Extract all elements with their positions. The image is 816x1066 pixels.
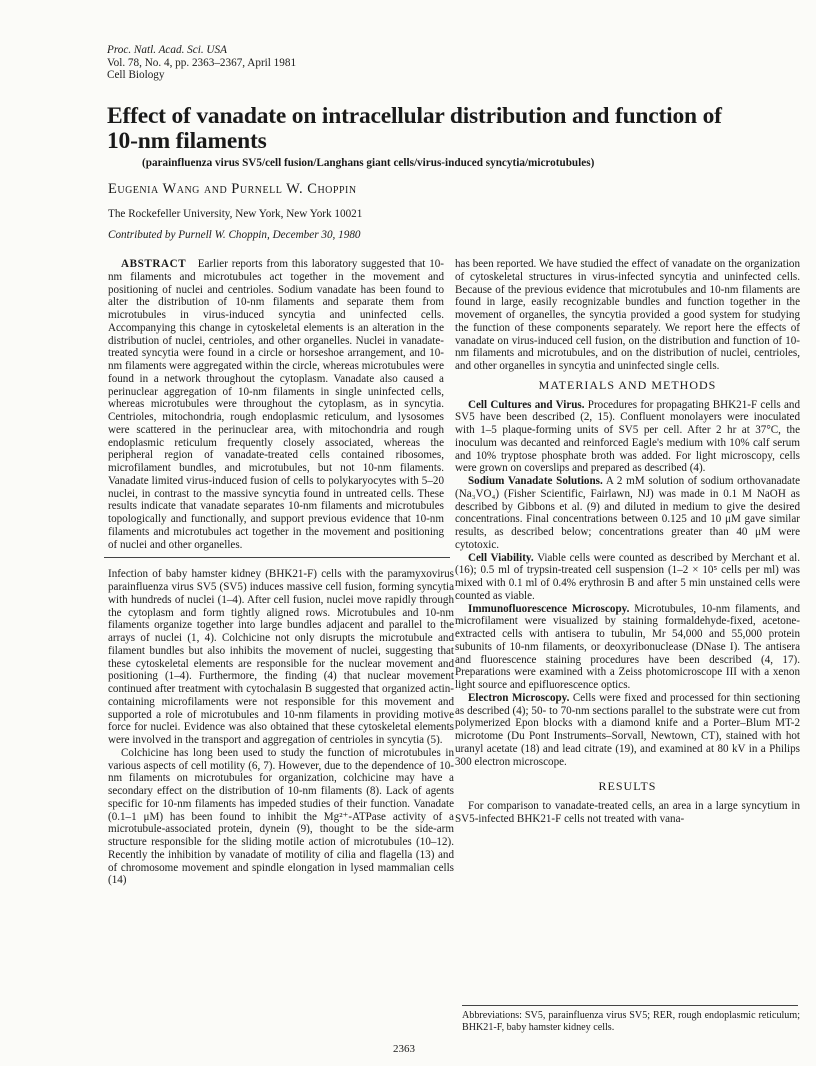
article-affiliation: The Rockefeller University, New York, New York 10021 [108,208,363,220]
journal-header [107,44,296,82]
em-text: Cells were fixed and processed for thin sectioning as described (4); 50- to 70-nm sections parallel to the substrate were cut from polymerized Epon blocks with a diamond knife and a Porter–Blum MT-2 microtome (Du Pont Instruments–Sorvall, Newtown, CT), stained with hot uranyl acetate (18) and lead citrate (19), and examined at 80 kV in a Philips 300 electron microscope. [455,691,801,768]
methods-cultures [455,399,800,476]
results-heading: RESULTS [598,779,657,794]
right-column [455,258,800,826]
abstract-heading: ABSTRACT [121,258,187,270]
article-authors: Eugenia Wang and Purnell W. Choppin [108,181,357,197]
cultures-text: Procedures for propagating BHK21-F cells and SV5 have been described (2, 15). Confluent monolayers were inoculated with 1–5 plaque-forming units of SV5 per cell. After 2 hr at 37°C, the inoculum was decanted and reinforced Eagle's medium with 10% calf serum and 10% tryptose phosphate broth was added. For light microscopy, cells were grown on coverslips and prepared as described (4). [455,398,800,475]
footnote-divider [462,1005,798,1006]
results-text: For comparison to vanadate-treated cells, an area in a large syncytium in SV5-infected BHK21-F cells not treated with vana- [455,800,800,825]
intro-paragraph-2: Colchicine has long been used to study the function of microtubules in various aspects of cell motility (6, 7). However, due to the dependence of 10-nm filaments on microtubules for organization, colchicine may have a secondary effect on the distribution of 10-nm filaments (8). Lack of agents specific for 10-nm filaments has impeded studies of their function. Vanadate (0.1–1 μM) has been found to inhibit the Mg²⁺-ATPase activity of a microtubule-associated protein, dynein (9), thought to be the side-arm structure responsible for the sliding motile action of microtubules (10–12). Recently the inhibition by vanadate of motility of cilia and flagella (13) and of chromosome movement and spindle elongation in lysed mammalian cells (14) [108,746,454,887]
viability-text: Viable cells were counted as described by Merchant et al. (16); 0.5 ml of trypsin-treated cell suspension (1–2 × 10⁵ cells per ml) was mixed with 0.1 ml of 0.4% erythrosin B and after 5 min unstained cells were counted as viable. [455,551,801,602]
immuno-text: Microtubules, 10-nm filaments, and microfilament were visualized by staining formaldehyde-fixed, acetone-extracted cells with antisera to tubulin, Mr 54,000 and 55,000 protein subunits of 10-nm filaments, or deoxyribonuclease (DNase I). The antisera and fluorescence staining procedures have been described (4, 17). Preparations were examined with a Zeiss photomicroscope III with a xenon light source and epifluorescence optics. [455,602,800,691]
journal-name: Proc. Natl. Acad. Sci. USA [107,44,227,56]
intro-paragraph-1: Infection of baby hamster kidney (BHK21-F) cells with the paramyxovirus parainfluenza virus SV5 (SV5) induces massive cell fusion, forming syncytia with hundreds of nuclei (1–4). After cell fusion, nuclei move rapidly through the cytoplasm and form tightly aligned rows. Microtubules and 10-nm filaments organize together into large bundles adjacent and parallel to the arrays of nuclei (1, 4). Colchicine not only disrupts the microtubule and filament bundles but also inhibits the movement of nuclei, suggesting that these cytoskeletal elements are responsible for the nuclear movement and positioning (1–4). Furthermore, the finding (4) that nuclear movement continued after treatment with cytochalasin B suggested that organized actin-containing microfilaments were not responsible for this movement and supported a role of microtubules and 10-nm filaments in providing motive force for nuclei. Evidence was also obtained that these cytoskeletal elements were involved in the transport and aggregation of centrioles in syncytia (5). [108,568,454,746]
page-number: 2363 [393,1043,415,1055]
methods-viability [455,552,800,603]
left-column [108,258,454,887]
abstract [108,258,444,551]
em-heading: Electron Microscopy. [468,691,570,704]
vanadate-text: A 2 mM solution of sodium orthovanadate (Na₃VO₄) (Fisher Scientific, Fairlawn, NJ) was made in 0.1 M NaOH as described by Gibbons et al. (9) and diluted in medium to give the desired concentrations. Final concentrations between 0.125 and 10 μM gave similar results, as described below; concentrations greater than 40 μM were cytotoxic. [455,475,800,551]
article-keywords: (parainfluenza virus SV5/cell fusion/Langhans giant cells/virus-induced syncytia/microtubules) [142,157,595,169]
intro-paragraph-3: has been reported. We have studied the effect of vanadate on the organization of cytoskeletal structures in virus-infected syncytia and uninfected cells. Because of the previous evidence that microtubules and 10-nm filaments are found in large, easily recognizable bundles and function together in the movement of organelles, the syncytia provided a good system for studying the function of these components separately. We report here the effects of vanadate on virus-induced cell fusion, on the distribution and function of 10-nm filaments and microtubules, and on the distribution of nuclei, centrioles, and other organelles in syncytia and uninfected single cells. [455,258,800,372]
article-title: Effect of vanadate on intracellular distribution and function of 10-nm filaments [107,103,722,154]
abstract-divider [104,557,450,558]
viability-heading: Cell Viability. [468,551,534,564]
journal-section: Cell Biology [107,69,165,82]
methods-vanadate [455,475,800,552]
cultures-heading: Cell Cultures and Virus. [468,398,585,411]
abstract-text: Earlier reports from this laboratory suggested that 10-nm filaments and microtubules act together in the movement and positioning of nuclei and centrioles. Sodium vanadate has been found to alter the distribution of 10-nm filaments and separate them from microtubules in virus-induced syncytia and uninfected cells. Accompanying this change in cytoskeletal elements is an alteration in the distribution of nuclei, centrioles, and other organelles. Nuclei in vanadate-treated syncytia were found in a circle or horseshoe arrangement, and 10-nm filaments were aggregated within the circle, whereas microtubules were found in a network throughout the cytoplasm. Vanadate also caused a perinuclear aggregation of 10-nm filaments in single uninfected cells, whereas microtubules were throughout the cytoplasm, as in syncytia. Centrioles, mitochondria, rough endoplasmic reticulum, and lysosomes were scattered in the perinuclear area, with mitochondria and rough endoplasmic reticulum frequently closely associated, whereas the peripheral region of vanadate-treated cells contained ribosomes, microfilament bundles, and microtubules, but not 10-nm filaments. Vanadate limited virus-induced fusion of cells to polykaryocytes with 5–20 nuclei, in contrast to the massive syncytia found in untreated cells. These results indicate that vanadate separates 10-nm filaments and microtubules topologically and functionally, and support previous evidence that 10-nm filaments and microtubules act together in the movement and positioning of nuclei and other organelles. [108,258,444,551]
vanadate-heading: Sodium Vanadate Solutions. [468,475,603,487]
methods-em [455,692,800,769]
footnote-abbreviations: Abbreviations: SV5, parainfluenza virus SV5; RER, rough endoplasmic reticulum; BHK21-F, baby hamster kidney cells. [462,1010,800,1033]
article-contributed: Contributed by Purnell W. Choppin, December 30, 1980 [108,229,361,241]
immuno-heading: Immunofluorescence Microscopy. [468,602,630,615]
methods-heading: MATERIALS AND METHODS [538,377,717,392]
journal-volume: Vol. 78, No. 4, pp. 2363–2367, April 1981 [107,56,297,69]
methods-immuno [455,603,800,692]
